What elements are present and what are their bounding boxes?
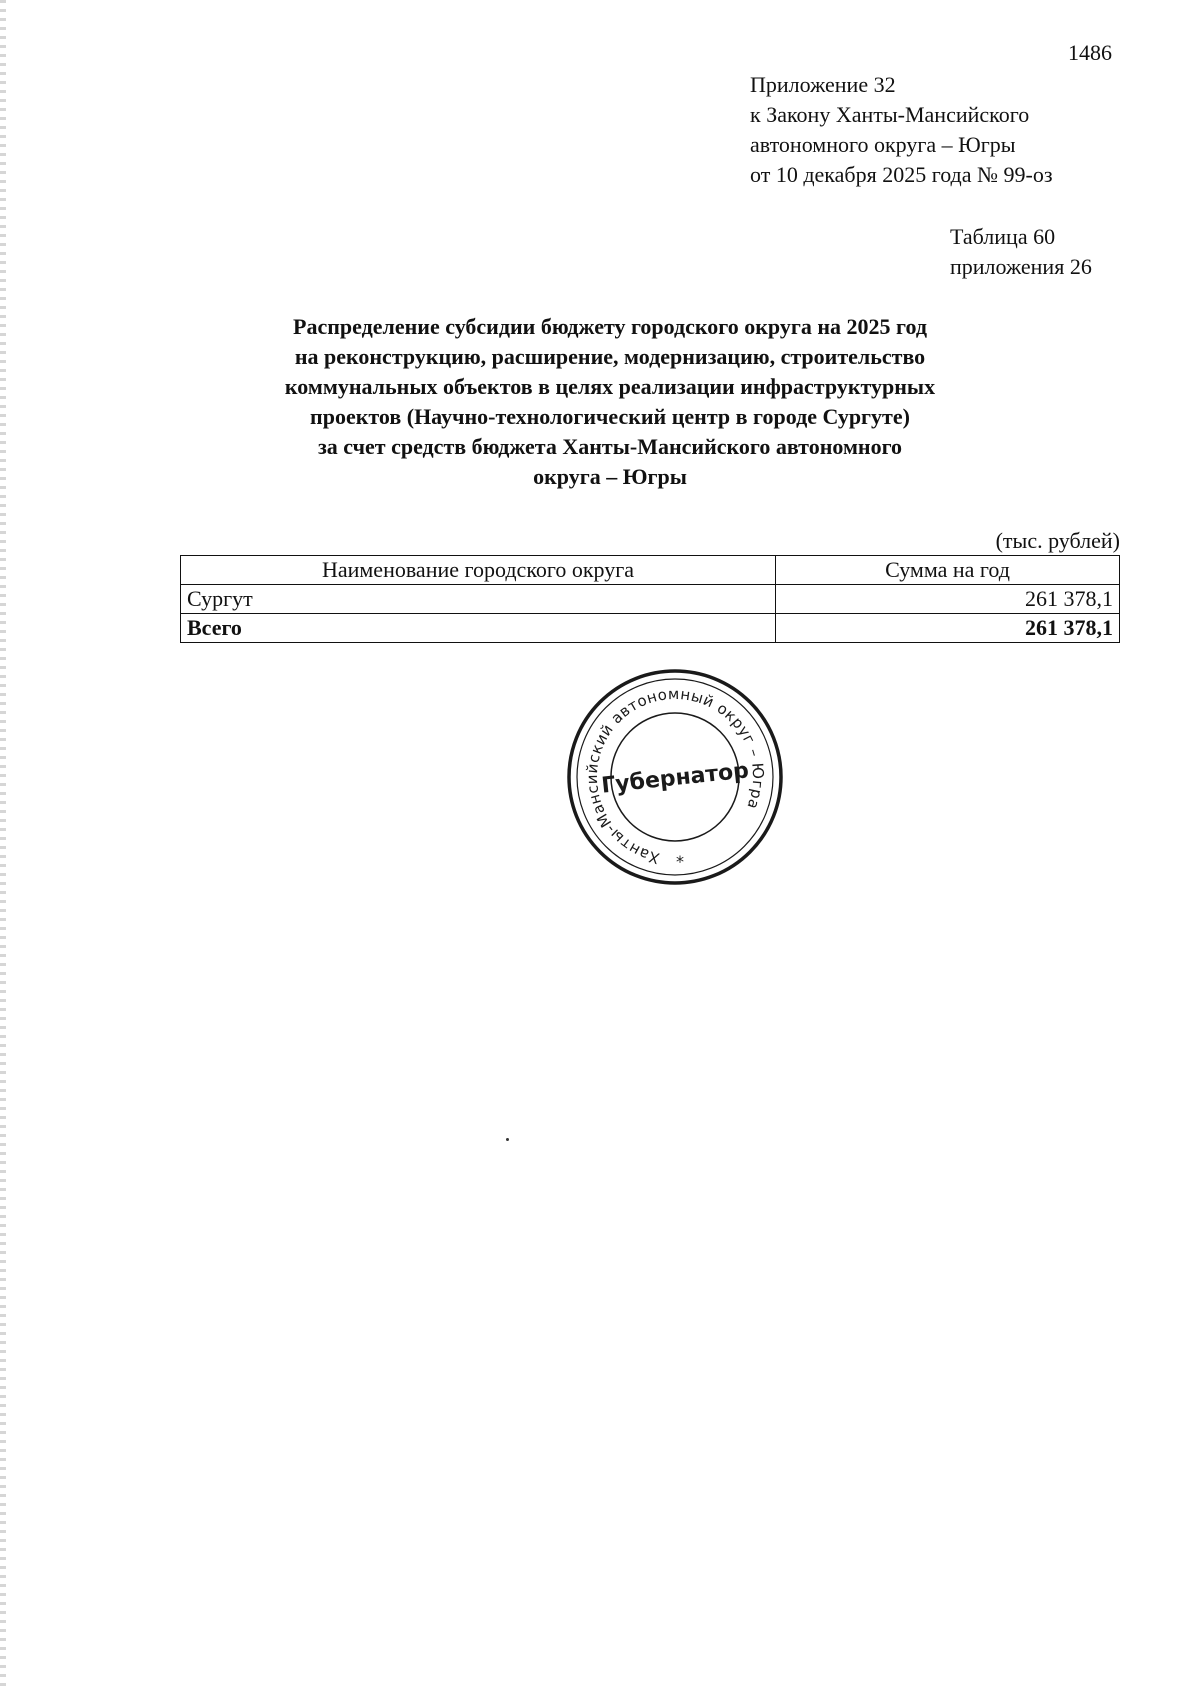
table-header-row: [181, 556, 1120, 585]
seal-ring-text: Ханты-Мансийский автономный округ – Югра: [582, 684, 768, 868]
title-line: проектов (Научно-технологический центр в городе Сургуте): [310, 404, 910, 429]
table-row: [181, 585, 1120, 614]
scan-speck: [506, 1138, 509, 1141]
header-annual-amount: Сумма на год: [776, 556, 1120, 585]
title-line: на реконструкцию, расширение, модернизацию, строительство: [294, 344, 926, 369]
governor-seal-stamp: [563, 665, 787, 889]
title-line: за счет средств бюджета Ханты-Мансийского автономного: [317, 434, 903, 459]
appendix-line: от 10 декабря 2025 года № 99-оз: [750, 162, 1053, 187]
appendix-line: Приложение 32: [750, 72, 896, 97]
total-amount-cell: 261 378,1: [776, 614, 1120, 643]
seal-star-icon: *: [676, 852, 684, 871]
title-line: Распределение субсидии бюджету городского округа на 2025 год: [293, 314, 927, 339]
amount-cell: 261 378,1: [776, 585, 1120, 614]
document-title: [180, 312, 1040, 492]
total-label-cell: Всего: [181, 614, 776, 643]
seal-center-text: Губернатор: [600, 758, 751, 799]
seal-icon: [563, 665, 787, 889]
appendix-reference: [750, 70, 1053, 190]
header-district-name: Наименование городского округа: [181, 556, 776, 585]
units-label: (тыс. рублей): [995, 528, 1120, 553]
table-reference: [950, 222, 1092, 282]
scan-edge-artifact: [0, 0, 6, 1686]
subsidy-table: [180, 555, 1120, 643]
district-name-cell: Сургут: [181, 585, 776, 614]
appendix-line: автономного округа – Югры: [750, 132, 1016, 157]
title-line: коммунальных объектов в целях реализации инфраструктурных: [284, 374, 936, 399]
page-number: 1486: [1068, 40, 1112, 65]
table-ref-line: Таблица 60: [950, 224, 1056, 249]
table-ref-line: приложения 26: [950, 254, 1092, 279]
appendix-line: к Закону Ханты-Мансийского: [750, 102, 1030, 127]
total-row: [181, 614, 1120, 643]
title-line: округа – Югры: [533, 464, 687, 489]
